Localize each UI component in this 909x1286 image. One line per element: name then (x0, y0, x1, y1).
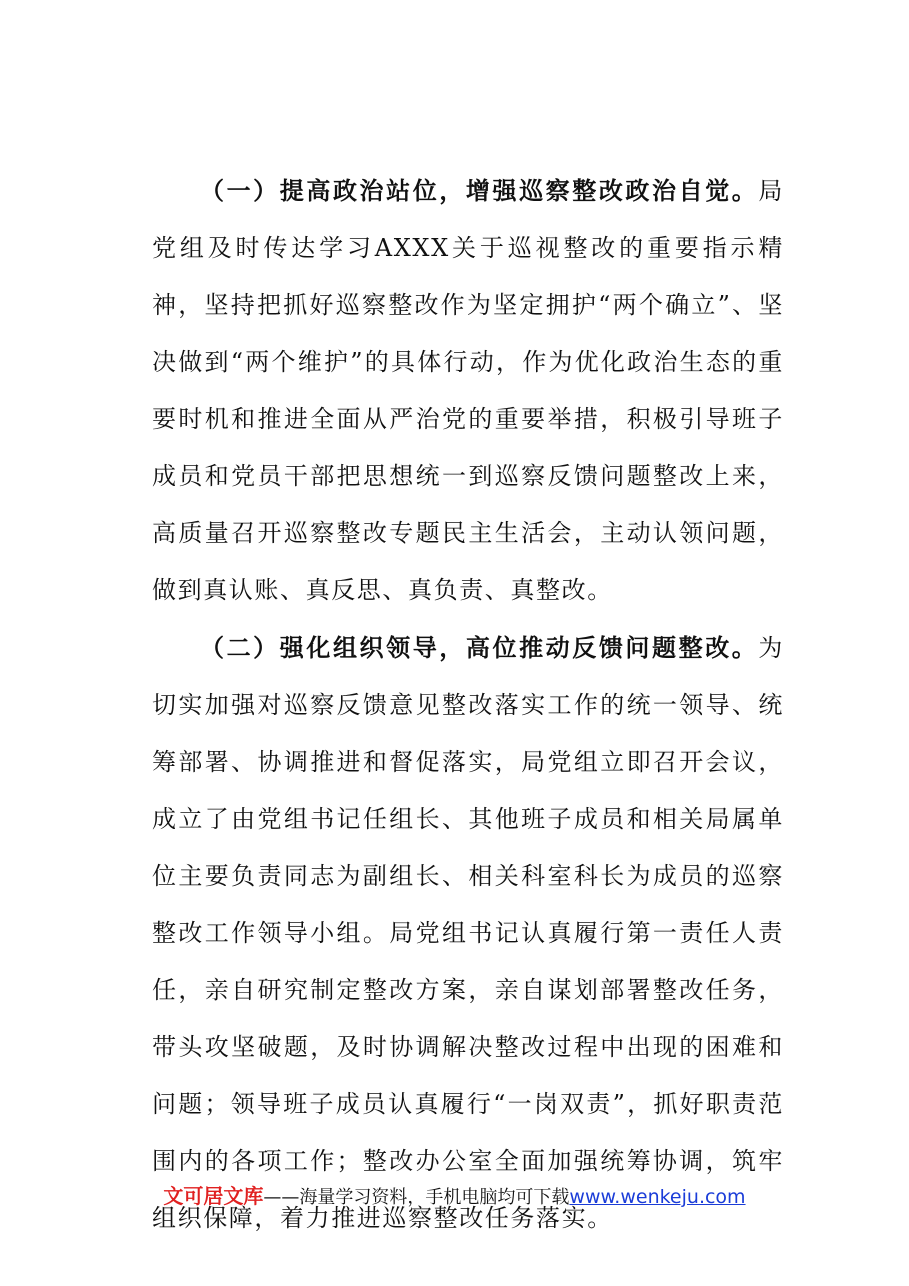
footer-tagline: ——海量学习资料，手机电脑均可下载 (263, 1187, 570, 1208)
footer-banner (0, 1184, 909, 1210)
paragraph-1-heading: （一）提高政治站位，增强巡察整改政治自觉。 (200, 176, 759, 205)
paragraph-2-heading: （二）强化组织领导，高位推动反馈问题整改。 (200, 633, 759, 662)
document-body (152, 162, 784, 1247)
footer-link[interactable]: www.wenkeju.com (569, 1186, 746, 1208)
paragraph-1-body: 局党组及时传达学习AXXX关于巡视整改的重要指示精神，坚持把抓好巡察整改作为坚定拥护“两个确立”、坚决做到“两个维护”的具体行动，作为优化政治生态的重要时机和推进全面从严治党的重要举措，积极引导班子成员和党员干部把思想统一到巡察反馈问题整改上来，高质量召开巡察整改专题民主生活会，主动认领问题，做到真认账、真反思、真负责、真整改。 (152, 177, 784, 604)
paragraph-1 (152, 162, 784, 619)
footer-brand: 文可居文库 (163, 1184, 264, 1208)
paragraph-2 (152, 619, 784, 1247)
paragraph-2-body: 为切实加强对巡察反馈意见整改落实工作的统一领导、统筹部署、协调推进和督促落实，局党组立即召开会议，成立了由党组书记任组长、其他班子成员和相关局属单位主要负责同志为副组长、相关科室科长为成员的巡察整改工作领导小组。局党组书记认真履行第一责任人责任，亲自研究制定整改方案，亲自谋划部署整改任务，带头攻坚破题，及时协调解决整改过程中出现的困难和问题；领导班子成员认真履行“一岗双责”，抓好职责范围内的各项工作；整改办公室全面加强统筹协调，筑牢组织保障，着力推进巡察整改任务落实。 (152, 634, 784, 1232)
